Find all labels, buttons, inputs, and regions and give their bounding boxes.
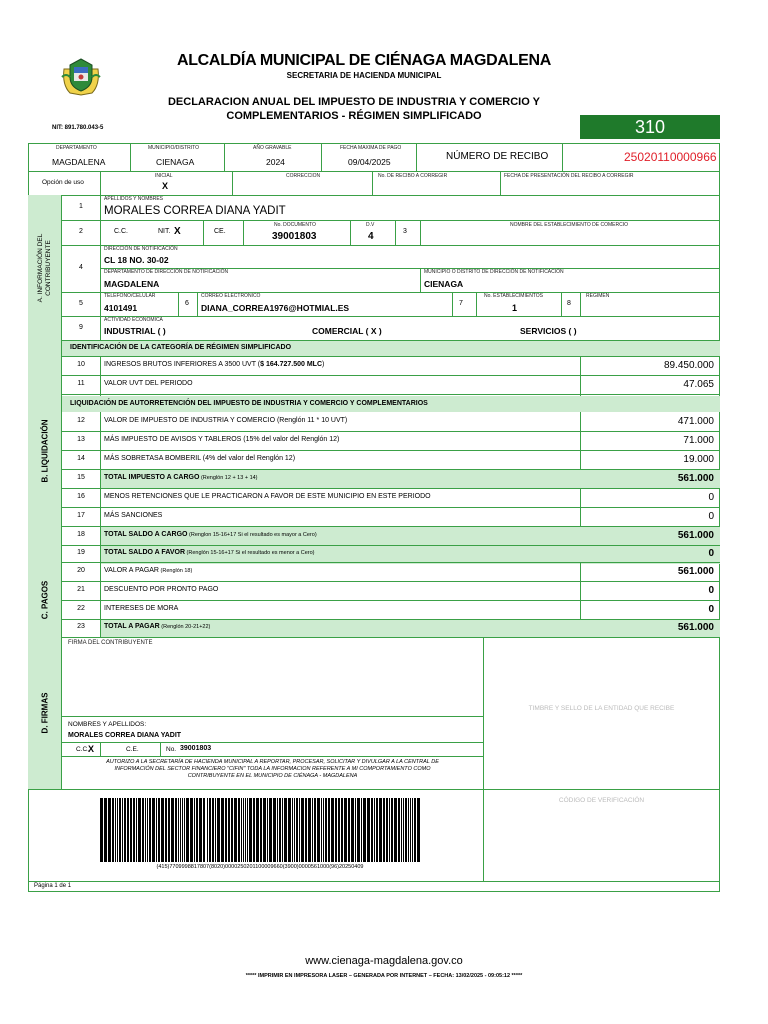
section-c-label: C. PAGOS	[40, 580, 49, 619]
fecha-corregir-label: FECHA DE PRESENTACIÓN DEL RECIBO A CORREGIR	[504, 173, 634, 179]
inicial-label: INICIAL	[155, 173, 173, 179]
industrial-option: INDUSTRIAL ( )	[104, 326, 166, 336]
nombres-label: NOMBRES Y APELLIDOS:	[68, 721, 147, 728]
establecimiento-label: NOMBRE DEL ESTABLECIMIENTO DE COMERCIO	[510, 222, 628, 228]
section_b-row-value-11: 47.065	[683, 378, 714, 390]
section_b-row-value-10: 89.450.000	[663, 359, 714, 371]
form-code: 310	[634, 117, 666, 137]
section_b-row-number-12: 12	[77, 416, 85, 424]
section-d-label: D. FIRMAS	[40, 692, 49, 734]
nit-label: NIT: 891.780.043-5	[52, 125, 104, 131]
telefono-value: 4101491	[104, 303, 138, 313]
section_b-row-desc-19: TOTAL SALDO A FAVOR (Renglón 15-16+17 Si el resultado es menor a Cero)	[104, 548, 315, 556]
cc-label: C.C.	[114, 228, 128, 235]
page-subtitle: SECRETARIA DE HACIENDA MUNICIPAL	[286, 71, 442, 80]
autorizacion-line-3: CONTRIBUYENTE EN EL MUNICIPIO DE CIÉNAGA - MAGDALENA	[187, 773, 358, 779]
form-title-line-1: DECLARACION ANUAL DEL IMPUESTO DE INDUSTRIA Y COMERCIO Y	[167, 96, 540, 108]
section_b-row-number-15: 15	[77, 473, 85, 481]
nombres-value: MORALES CORREA DIANA YADIT	[68, 732, 182, 739]
section-a-label: A. INFORMACIÓN DEL CONTRIBUYENTE	[36, 233, 52, 302]
section-b-sidebar	[28, 340, 62, 562]
actividad-label: ACTIVIDAD ECONOMICA	[104, 317, 163, 323]
identificacion-title: IDENTIFICACIÓN DE LA CATEGORÍA DE RÉGIMEN SIMPLIFICADO	[70, 344, 292, 351]
row-number-9: 9	[79, 324, 83, 331]
section_c-row-number-21: 21	[77, 585, 85, 593]
apellidos-value: MORALES CORREA DIANA YADIT	[104, 205, 286, 217]
section_c-row-number-20: 20	[77, 566, 85, 574]
recibo-label: NÚMERO DE RECIBO	[446, 151, 549, 162]
row-number-8: 8	[567, 300, 571, 307]
section_b-row-number-11: 11	[77, 379, 85, 387]
documento-value: 39001803	[272, 231, 317, 242]
firma-cc-mark: X	[88, 744, 95, 754]
section_c-row-desc-20: VALOR A PAGAR (Renglón 18)	[104, 566, 193, 574]
establecimientos-value: 1	[512, 303, 518, 313]
section_c-row-value-21: 0	[708, 584, 714, 596]
timbre-label: TIMBRE Y SELLO DE LA ENTIDAD QUE RECIBE	[528, 705, 675, 712]
opcion-uso-label: Opción de uso	[42, 179, 84, 186]
section_b-row-number-19: 19	[77, 548, 85, 556]
nit-option-label: NIT.	[158, 228, 171, 235]
section_b-row-value-17: 0	[708, 510, 714, 522]
firma-cc-label: C.C.	[76, 746, 89, 753]
fecha-maxima-value: 09/04/2025	[348, 157, 391, 167]
correccion-label: CORRECCION	[286, 173, 321, 179]
section_b-row-desc-18: TOTAL SALDO A CARGO (Renglon 15-16+17 Si el resultado es mayor a Cero)	[104, 530, 317, 538]
section_b-row-number-10: 10	[77, 360, 85, 368]
website-link[interactable]: www.cienaga-magdalena.gov.co	[305, 955, 463, 967]
correo-label: CORREO ELECTRONICO	[201, 293, 261, 299]
documento-label: No. DOCUMENTO	[274, 222, 316, 228]
ce-label: CE.	[214, 228, 226, 235]
section_b-row-desc-13: MÁS IMPUESTO DE AVISOS Y TABLEROS (15% del valor del Renglón 12)	[104, 435, 340, 443]
section_b-row-desc-10: INGRESOS BRUTOS INFERIORES A 3500 UVT ($ 164.727.500 MLC)	[104, 360, 325, 368]
codigo-verificacion-label: CÓDIGO DE VERIFICACIÓN	[558, 797, 645, 804]
municipio-notificacion-label: MUNICIPIO O DISTRITO DE DIRECCIÓN DE NOTIFICACIÓN	[424, 269, 564, 275]
depto-notificacion-value: MAGDALENA	[104, 279, 160, 289]
nit-mark: X	[174, 226, 181, 237]
section_c-row-desc-22: INTERESES DE MORA	[104, 604, 179, 612]
section_b-row-value-13: 71.000	[683, 434, 714, 446]
servicios-option: SERVICIOS ( )	[520, 326, 577, 336]
ano-gravable-label: AÑO GRAVABLE	[253, 145, 292, 151]
section_b-row-number-14: 14	[77, 454, 85, 462]
autorizacion-line-1: AUTORIZO A LA SECRETARÍA DE HACIENDA MUNICIPAL A REPORTAR, PROCESAR, SOLICITAR Y DIVULGAR A LA CENTRAL DE	[106, 759, 439, 765]
apellidos-label: APELLIDOS Y NOMBRES	[104, 196, 164, 202]
depto-notificacion-label: DEPARTAMENTO DE DIRECCIÓN DE NOTIFICACIÓN	[104, 269, 229, 275]
fecha-maxima-label: FECHA MAXIMA DE PAGO	[340, 145, 402, 151]
recibo-corregir-label: No. DE RECIBO A CORREGIR	[378, 173, 448, 179]
firma-ce-label: C.E.	[126, 746, 139, 753]
correo-value: DIANA_CORREA1976@HOTMIAL.ES	[201, 303, 350, 313]
section_c-row-number-22: 22	[77, 604, 85, 612]
section_c-row-value-20: 561.000	[677, 565, 714, 577]
barcode-text: (415)7709998817807(8020)0000250201100009660(3900)0000561000(96)20250409	[156, 864, 364, 870]
firma-no-label: No.	[166, 746, 177, 753]
municipio-notificacion-value: CIENAGA	[424, 279, 464, 289]
section_b-row-desc-16: MENOS RETENCIONES QUE LE PRACTICARON A FAVOR DE ESTE MUNICIPIO EN ESTE PERIODO	[104, 492, 431, 500]
liquidacion-title: LIQUIDACIÓN DE AUTORRETENCIÓN DEL IMPUESTO DE INDUSTRIA Y COMERCIO Y COMPLEMENTARIOS	[70, 400, 428, 407]
page-number: Página 1 de 1	[34, 883, 72, 889]
regimen-label: REGIMEN	[586, 293, 610, 299]
section_b-row-number-13: 13	[77, 435, 85, 443]
section_b-row-value-12: 471.000	[677, 415, 714, 427]
row-number-4: 4	[79, 264, 83, 271]
page-title: ALCALDÍA MUNICIPAL DE CIÉNAGA MAGDALENA	[176, 52, 552, 69]
inicial-mark: X	[162, 181, 169, 191]
establecimientos-label: No. ESTABLECIMIENTOS	[484, 293, 543, 299]
section_c-row-number-23: 23	[77, 623, 85, 630]
row-number-5: 5	[79, 300, 83, 307]
direccion-label: DIRECCIÓN DE NOTIFICACIÓN	[104, 246, 178, 252]
section-c-sidebar	[28, 562, 62, 637]
form-title-line-2: COMPLEMENTARIOS - RÉGIMEN SIMPLIFICADO	[226, 110, 482, 122]
section_c-row-value-22: 0	[708, 603, 714, 615]
firma-label: FIRMA DEL CONTRIBUYENTE	[68, 640, 153, 646]
autorizacion-line-2: INFORMACIÓN DEL SECTOR FINANCIERO "CIFIN" TODA LA INFORMACION REFERENTE A MI COMPORTAMIENTO COMO	[114, 766, 431, 772]
form-code-box	[580, 115, 720, 139]
section_b-row-number-17: 17	[77, 511, 85, 519]
barcode-image	[100, 798, 420, 862]
row-number-2: 2	[79, 228, 83, 235]
firma-doc-value: 39001803	[180, 745, 212, 752]
recibo-number: 25020110000966	[624, 150, 717, 164]
municipio-label: MUNICIPIO/DISTRITO	[148, 145, 200, 151]
section_b-row-desc-17: MÁS SANCIONES	[104, 511, 163, 519]
row-number-1: 1	[79, 203, 83, 210]
section-a-sidebar	[28, 195, 62, 340]
row-number-3: 3	[403, 228, 407, 235]
dv-value: 4	[368, 231, 374, 242]
row-number-6: 6	[185, 300, 189, 307]
section_b-row-value-19: 0	[708, 547, 714, 559]
row-number-7: 7	[459, 300, 463, 307]
section_b-row-desc-14: MÁS SOBRETASA BOMBERIL (4% del valor del Renglón 12)	[104, 454, 296, 462]
section-d-sidebar	[28, 637, 62, 789]
direccion-value: CL 18 NO. 30-02	[104, 255, 169, 265]
dv-label: D.V	[366, 222, 375, 228]
section_b-row-value-16: 0	[708, 491, 714, 503]
section_b-row-desc-11: VALOR UVT DEL PERIODO	[104, 379, 193, 387]
departamento-label: DEPARTAMENTO	[56, 145, 97, 151]
departamento-value: MAGDALENA	[52, 157, 106, 167]
ano-gravable-value: 2024	[266, 157, 285, 167]
section_b-row-value-18: 561.000	[677, 529, 714, 541]
section_b-row-number-16: 16	[77, 492, 85, 500]
telefono-label: TELEFONO/CELULAR	[104, 293, 156, 299]
print-note: ***** IMPRIMIR EN IMPRESORA LASER – GENERADA POR INTERNET – FECHA: 13/02/2025 - 09:05:12 *****	[245, 973, 523, 979]
comercial-option: COMERCIAL ( X )	[312, 326, 382, 336]
section_c-row-desc-23: TOTAL A PAGAR (Renglón 20-21+22)	[104, 623, 211, 630]
municipio-value: CIENAGA	[156, 157, 195, 167]
section_b-row-value-15: 561.000	[677, 472, 714, 484]
section-b-label: B. LIQUIDACIÓN	[40, 419, 49, 483]
section_b-row-value-14: 19.000	[683, 453, 714, 465]
section_b-row-desc-15: TOTAL IMPUESTO A CARGO (Renglón 12 + 13 + 14)	[104, 473, 258, 481]
section_c-row-desc-21: DESCUENTO POR PRONTO PAGO	[104, 585, 219, 593]
section_b-row-desc-12: VALOR DE IMPUESTO DE INDUSTRIA Y COMERCIO (Renglón 11 * 10 UVT)	[104, 416, 348, 424]
section_c-row-value-23: 561.000	[677, 622, 714, 633]
section_b-row-number-18: 18	[77, 530, 85, 538]
